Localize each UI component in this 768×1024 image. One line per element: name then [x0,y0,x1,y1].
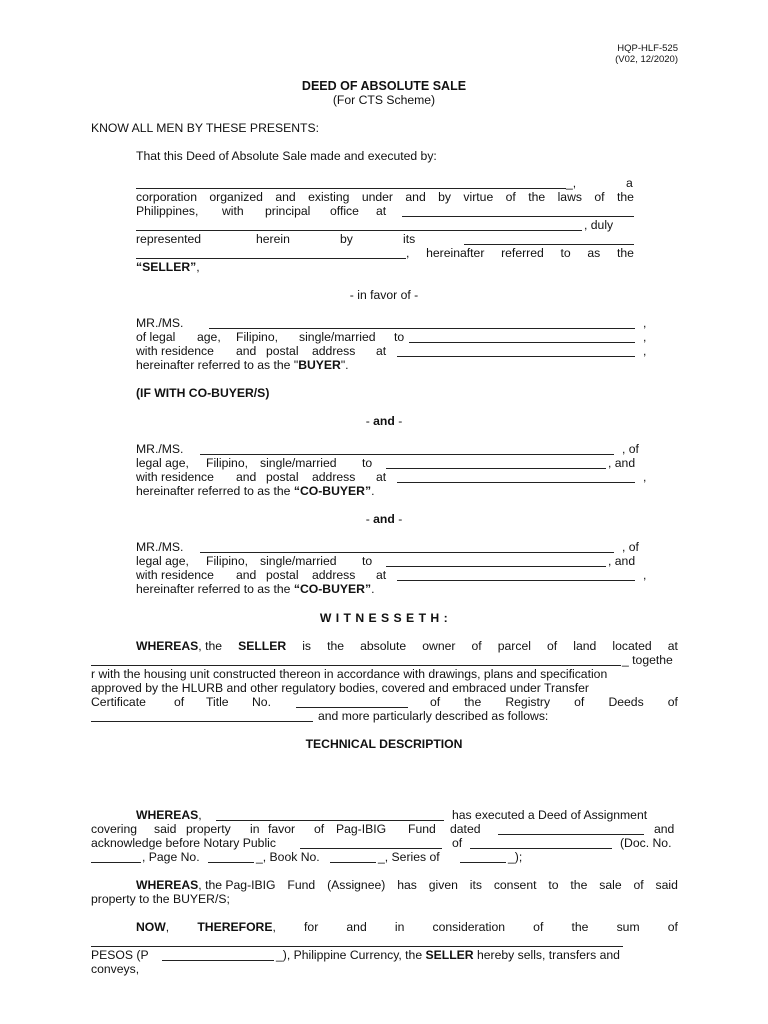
seller-line-2: corporation organized and existing under and by virtue of the laws of the [136,190,634,204]
whereas1-line-1: WHEREAS, the SELLER is the absolute owner of parcel of land located at [136,639,678,653]
assignor-blank[interactable] [216,820,444,821]
in-favor-of: - in favor of - [349,288,419,302]
pesos-amount-blank[interactable] [162,960,274,961]
whereas1-l5-title: Title [206,695,229,709]
buyer-l2a: of legal [136,330,176,344]
cobuyer2-spouse-blank[interactable] [386,566,606,567]
form-code-number: HQP-HLF-525 [617,43,678,54]
whereas1-location-blank[interactable] [91,665,621,666]
seller-office-blank-2[interactable] [136,230,582,231]
seller-l5-its: its [403,232,416,246]
seller-l1-a: a [626,176,633,190]
whereas2-l2-favor: favor [268,822,296,836]
cobuyer1-l3c: postal [266,470,299,484]
cobuyer2-l2c: single/married [260,554,337,568]
whereas2-l4b: _, Book No. [256,850,320,864]
seller-representative-blank-1[interactable] [464,244,634,245]
cobuyer1-l2b: Filipino, [206,456,248,470]
cobuyer1-l2d: to [362,456,373,470]
seller-l3c: principal [265,204,311,218]
seller-representative-blank-2[interactable] [136,258,406,259]
whereas1-l3: r with the housing unit constructed thereon in accordance with drawings, plans and specification [91,667,608,681]
document-subtitle: (For CTS Scheme) [332,93,436,107]
whereas2-l3b: of [452,836,463,850]
cobuyer2-of: , of [622,540,639,554]
and-separator-2: - and - [365,512,403,526]
whereas2-l2-of: of [314,822,325,836]
seller-l5-represented: represented [136,232,202,246]
whereas2-l2-pagibig: Pag-IBIG [336,822,387,836]
whereas2-l3a: acknowledge before Notary Public [91,836,276,850]
if-with-cobuyer: (IF WITH CO-BUYER/S) [136,386,270,400]
seller-line-6: , hereinafter referred to as the [406,246,634,260]
whereas2-l2-property: property [186,822,231,836]
seller-l5-herein: herein [256,232,290,246]
document-title: DEED OF ABSOLUTE SALE [301,79,467,93]
cobuyer1-l3d: address [312,470,356,484]
cobuyer2-address-blank[interactable] [397,580,635,581]
buyer-comma-3: , [643,344,647,358]
cobuyer1-l3e: at [376,470,387,484]
whereas2-l2-dated: dated [450,822,481,836]
know-all-men: KNOW ALL MEN BY THESE PRESENTS: [91,121,320,135]
buyer-l3d: address [312,344,356,358]
cobuyer2-l2e: , and [608,554,636,568]
sum-in-words-blank[interactable] [91,946,623,947]
cobuyer2-designation: hereinafter referred to as the “CO-BUYER”. [136,582,375,596]
intro-text: That this Deed of Absolute Sale made and executed by: [136,149,437,163]
cobuyer1-l2c: single/married [260,456,337,470]
whereas1-l6: and more particularly described as follows: [318,709,549,723]
witnesseth-heading: W I T N E S S E T H : [319,611,449,625]
doc-no-blank[interactable] [91,862,141,863]
notary-public-blank[interactable] [300,848,442,849]
page-no-blank[interactable] [208,862,254,863]
seller-l3e: at [376,204,387,218]
and-separator-1: - and - [365,414,403,428]
whereas2-l4d: _); [508,850,523,864]
seller-name-blank[interactable] [136,188,566,189]
buyer-l3b: and [236,344,257,358]
whereas2-l1b: has executed a Deed of Assignment [452,808,648,822]
whereas3-line-1: WHEREAS, the Pag-IBIG Fund (Assignee) has given its consent to the sale of said [136,878,678,892]
buyer-l2c: Filipino, [236,330,278,344]
cobuyer2-l3d: address [312,568,356,582]
cobuyer2-l3e: at [376,568,387,582]
cobuyer2-l3b: and [236,568,257,582]
cobuyer2-name-blank[interactable] [200,552,614,553]
cobuyer1-designation: hereinafter referred to as the “CO-BUYER”. [136,484,375,498]
seller-l1-end: _, [566,176,577,190]
cobuyer1-name-blank[interactable] [200,454,614,455]
seller-l3d: office [330,204,359,218]
buyer-l3a: with residence [136,344,214,358]
whereas2-l3c: (Doc. No. [620,836,672,850]
whereas3-l2: property to the BUYER/S; [91,892,230,906]
whereas1-l2-end: _ togethe [622,653,673,667]
cobuyer1-mrms: MR./MS. [136,442,184,456]
now-therefore-line-1: NOW, THEREFORE, for and in consideration of the sum of [136,920,678,934]
seller-l3a: Philippines, [136,204,199,218]
tct-number-blank[interactable] [296,707,408,708]
whereas2-l2-in: in [250,822,260,836]
series-blank[interactable] [460,862,506,863]
whereas1-l5-no: No. [252,695,271,709]
cobuyer2-l3c: postal [266,568,299,582]
buyer-comma-2: , [643,330,647,344]
notary-place-blank[interactable] [470,848,612,849]
pesos-line: _), Philippine Currency, the SELLER hereby sells, transfers and [276,948,620,962]
seller-label: “SELLER”, [136,260,200,274]
buyer-l3e: at [376,344,387,358]
book-no-blank[interactable] [330,862,376,863]
cobuyer1-l2a: legal age, [136,456,189,470]
buyer-l2d: single/married [299,330,376,344]
whereas2-l2-covering: covering [91,822,138,836]
cobuyer1-l3b: and [236,470,257,484]
cobuyer1-spouse-blank[interactable] [386,468,606,469]
registry-blank[interactable] [91,721,313,722]
cobuyer2-l3f: , [643,568,647,582]
buyer-address-blank[interactable] [397,356,635,357]
cobuyer1-l3a: with residence [136,470,214,484]
buyer-name-blank[interactable] [209,328,635,329]
cobuyer1-l3f: , [643,470,647,484]
cobuyer1-address-blank[interactable] [397,482,635,483]
buyer-l2b: age, [197,330,221,344]
whereas1-l5-certificate: Certificate [91,695,146,709]
pesos-label: PESOS (P [91,948,149,962]
whereas2-l2-said: said [154,822,177,836]
buyer-spouse-blank[interactable] [409,342,635,343]
cobuyer2-l2b: Filipino, [206,554,248,568]
conveys: conveys, [91,962,140,976]
form-version: (V02, 12/2020) [615,54,678,65]
whereas2-l2-and: and [654,822,675,836]
cobuyer2-l2a: legal age, [136,554,189,568]
whereas2-label: WHEREAS, [136,808,202,822]
whereas1-l5-of: of [174,695,185,709]
cobuyer1-of: , of [622,442,639,456]
form-code [615,43,678,65]
buyer-comma-1: , [643,316,647,330]
whereas2-l4c: _, Series of [378,850,440,864]
buyer-l3c: postal [266,344,299,358]
whereas2-l2-fund: Fund [408,822,436,836]
seller-l5-by: by [340,232,353,246]
cobuyer2-l3a: with residence [136,568,214,582]
cobuyer2-mrms: MR./MS. [136,540,184,554]
cobuyer2-l2d: to [362,554,373,568]
seller-l3b: with [222,204,244,218]
whereas1-line-5b: of the Registry of Deeds of [430,695,678,709]
buyer-mrms: MR./MS. [136,316,184,330]
buyer-designation: hereinafter referred to as the "BUYER". [136,358,349,372]
assignment-date-blank[interactable] [498,834,644,835]
buyer-l2e: to [394,330,405,344]
seller-office-blank-1[interactable] [402,216,634,217]
cobuyer1-l2e: , and [608,456,636,470]
whereas2-l4a: , Page No. [142,850,200,864]
technical-description-heading: TECHNICAL DESCRIPTION [305,737,463,751]
seller-duly: , duly [584,218,614,232]
whereas1-l4: approved by the HLURB and other regulatory bodies, covered and embraced under Transfer [91,681,589,695]
